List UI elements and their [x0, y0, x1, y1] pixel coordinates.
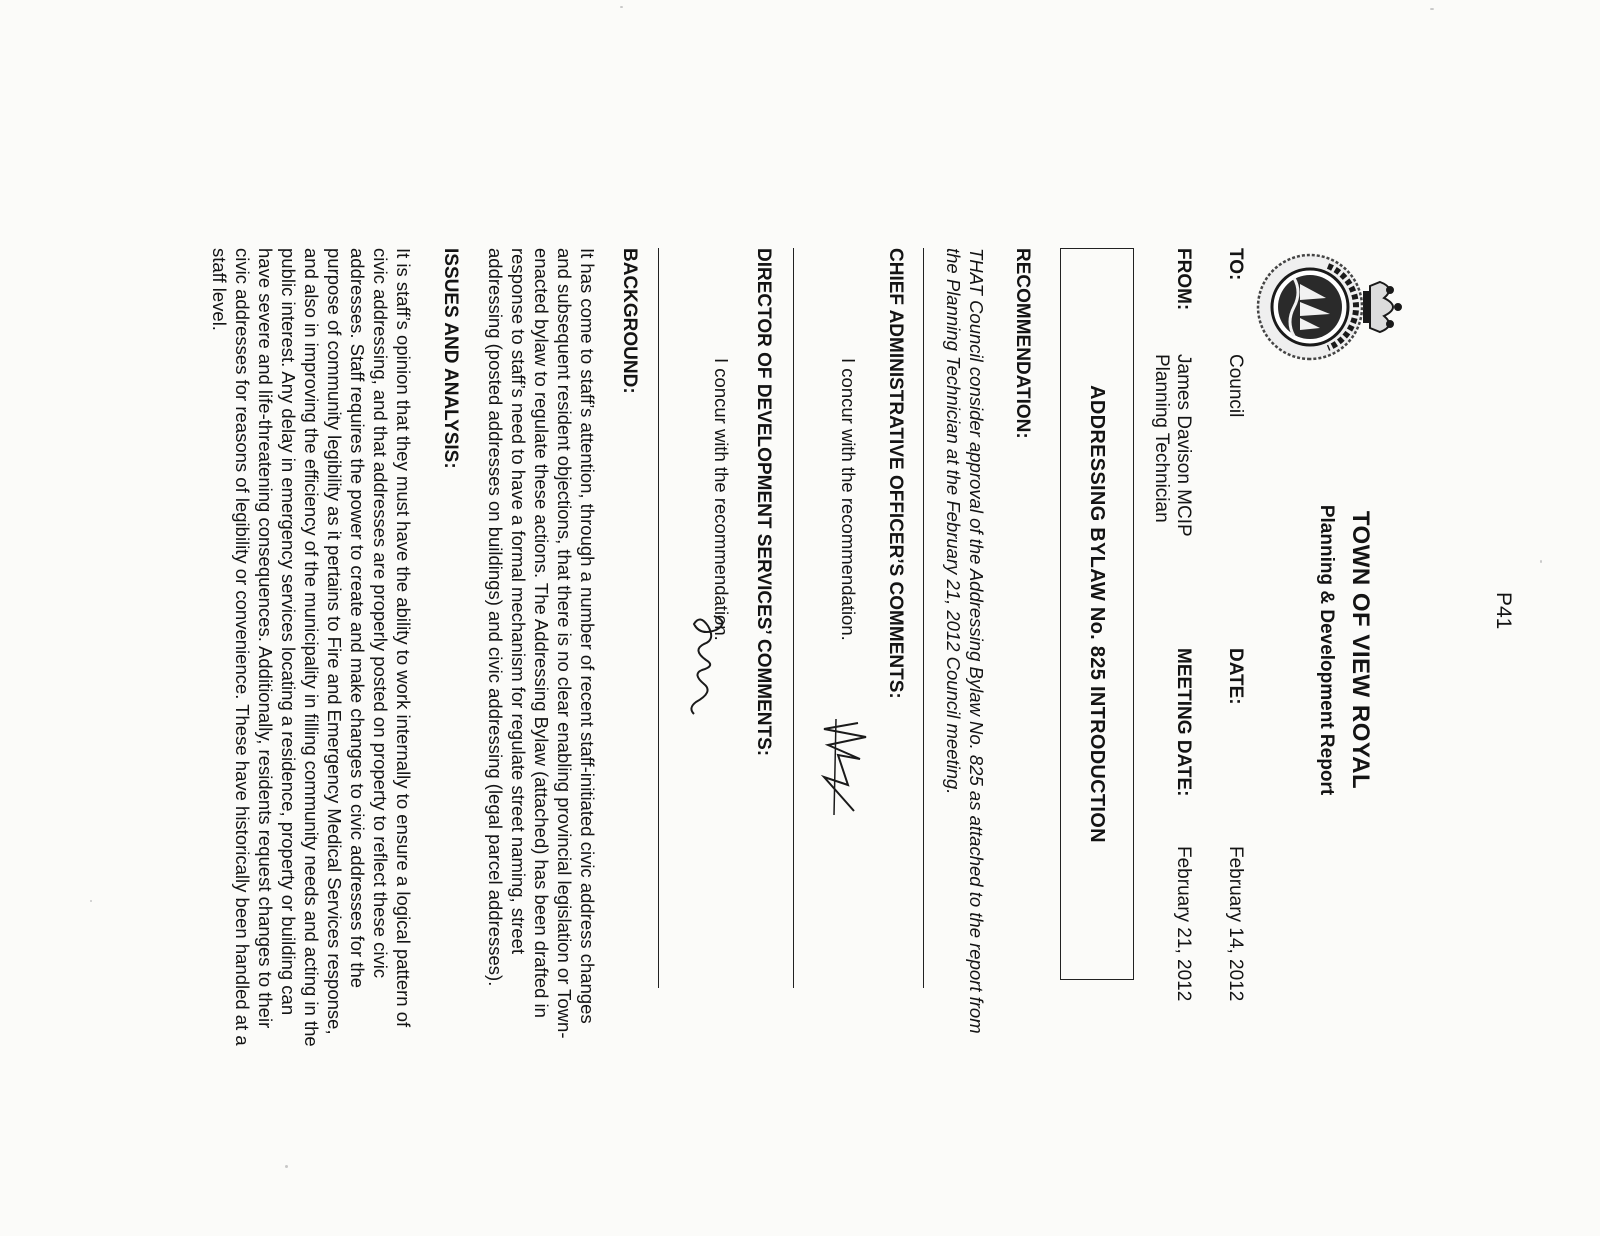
cao-text: I concur with the recommendation. — [838, 358, 859, 641]
divider — [658, 248, 659, 988]
issues-line-7: have severe and life-threatening consequences. Additionally, residents request changes to their — [255, 248, 276, 1029]
background-line-1: It has come to staff’s attention, through a number of recent staff-initiated civic address changes — [577, 248, 598, 1024]
issues-line-2: civic addressing, and that addresses are properly posted on property to reflect these civic — [370, 248, 391, 979]
report-title-box — [1060, 248, 1134, 980]
header-title: TOWN OF VIEW ROYAL — [1347, 510, 1374, 790]
cao-signature — [813, 715, 878, 825]
issues-line-4: purpose of community legibility as it pertains to Fire and Emergency Medical Services response, — [324, 248, 345, 1035]
to-label: TO: — [1225, 248, 1246, 281]
from-label: FROM: — [1173, 248, 1194, 311]
director-heading: DIRECTOR OF DEVELOPMENT SERVICES’ COMMENTS: — [753, 248, 774, 757]
recommendation-line-2: the Planning Technician at the February 21, 2012 Council meeting. — [943, 248, 964, 795]
page-number: P41 — [1492, 592, 1515, 630]
issues-line-8: civic addresses for reasons of legibility or convenience. These have historically been handled at a — [232, 248, 253, 1046]
director-text: I concur with the recommendation. — [711, 358, 732, 641]
divider — [793, 248, 794, 988]
recommendation-heading: RECOMMENDATION: — [1012, 248, 1033, 439]
meeting-date-label: MEETING DATE: — [1173, 648, 1194, 797]
divider — [923, 248, 924, 988]
issues-line-3: addresses. Staff requires the power to create and make changes to civic addresses for the — [347, 248, 368, 989]
recommendation-line-1: THAT Council consider approval of the Addressing Bylaw No. 825 as attached to the report from — [966, 248, 987, 1034]
issues-heading: ISSUES AND ANALYSIS: — [440, 248, 461, 469]
background-heading: BACKGROUND: — [619, 248, 640, 394]
meeting-date-value: February 21, 2012 — [1173, 846, 1194, 1002]
from-name: James Davison MCIP — [1173, 354, 1194, 537]
date-value: February 14, 2012 — [1225, 846, 1246, 1002]
town-crest-icon — [1252, 248, 1410, 366]
issues-line-5: and also in improving the efficiency of the municipality in filling community needs and acting in the — [301, 248, 322, 1047]
issues-line-6: public interest. Any delay in emergency services locating a residence, property or building can — [278, 248, 299, 1016]
to-value: Council — [1225, 354, 1246, 418]
background-line-3: enacted bylaw to regulate these actions. The Addressing Bylaw (attached) has been drafted in — [531, 248, 552, 1018]
director-signature — [677, 610, 734, 720]
header-subtitle: Planning & Development Report — [1316, 504, 1337, 796]
cao-heading: CHIEF ADMINISTRATIVE OFFICER’S COMMENTS: — [885, 248, 906, 699]
report-title: ADDRESSING BYLAW No. 825 INTRODUCTION — [1086, 385, 1109, 843]
issues-line-9: staff level. — [209, 248, 230, 331]
background-line-2: and subsequent resident objections, that there is no clear enabling provincial legislation or Town- — [554, 248, 575, 1039]
issues-line-1: It is staff’s opinion that they must have the ability to work internally to ensure a logical pattern of — [393, 248, 414, 1028]
from-title: Planning Technician — [1151, 354, 1172, 523]
background-line-5: addressing (posted addresses on buildings) and civic addressing (legal parcel addresses). — [485, 248, 506, 987]
background-line-4: response to staff’s need to have a formal mechanism for regulate street naming, street — [508, 248, 529, 955]
date-label: DATE: — [1225, 648, 1246, 705]
